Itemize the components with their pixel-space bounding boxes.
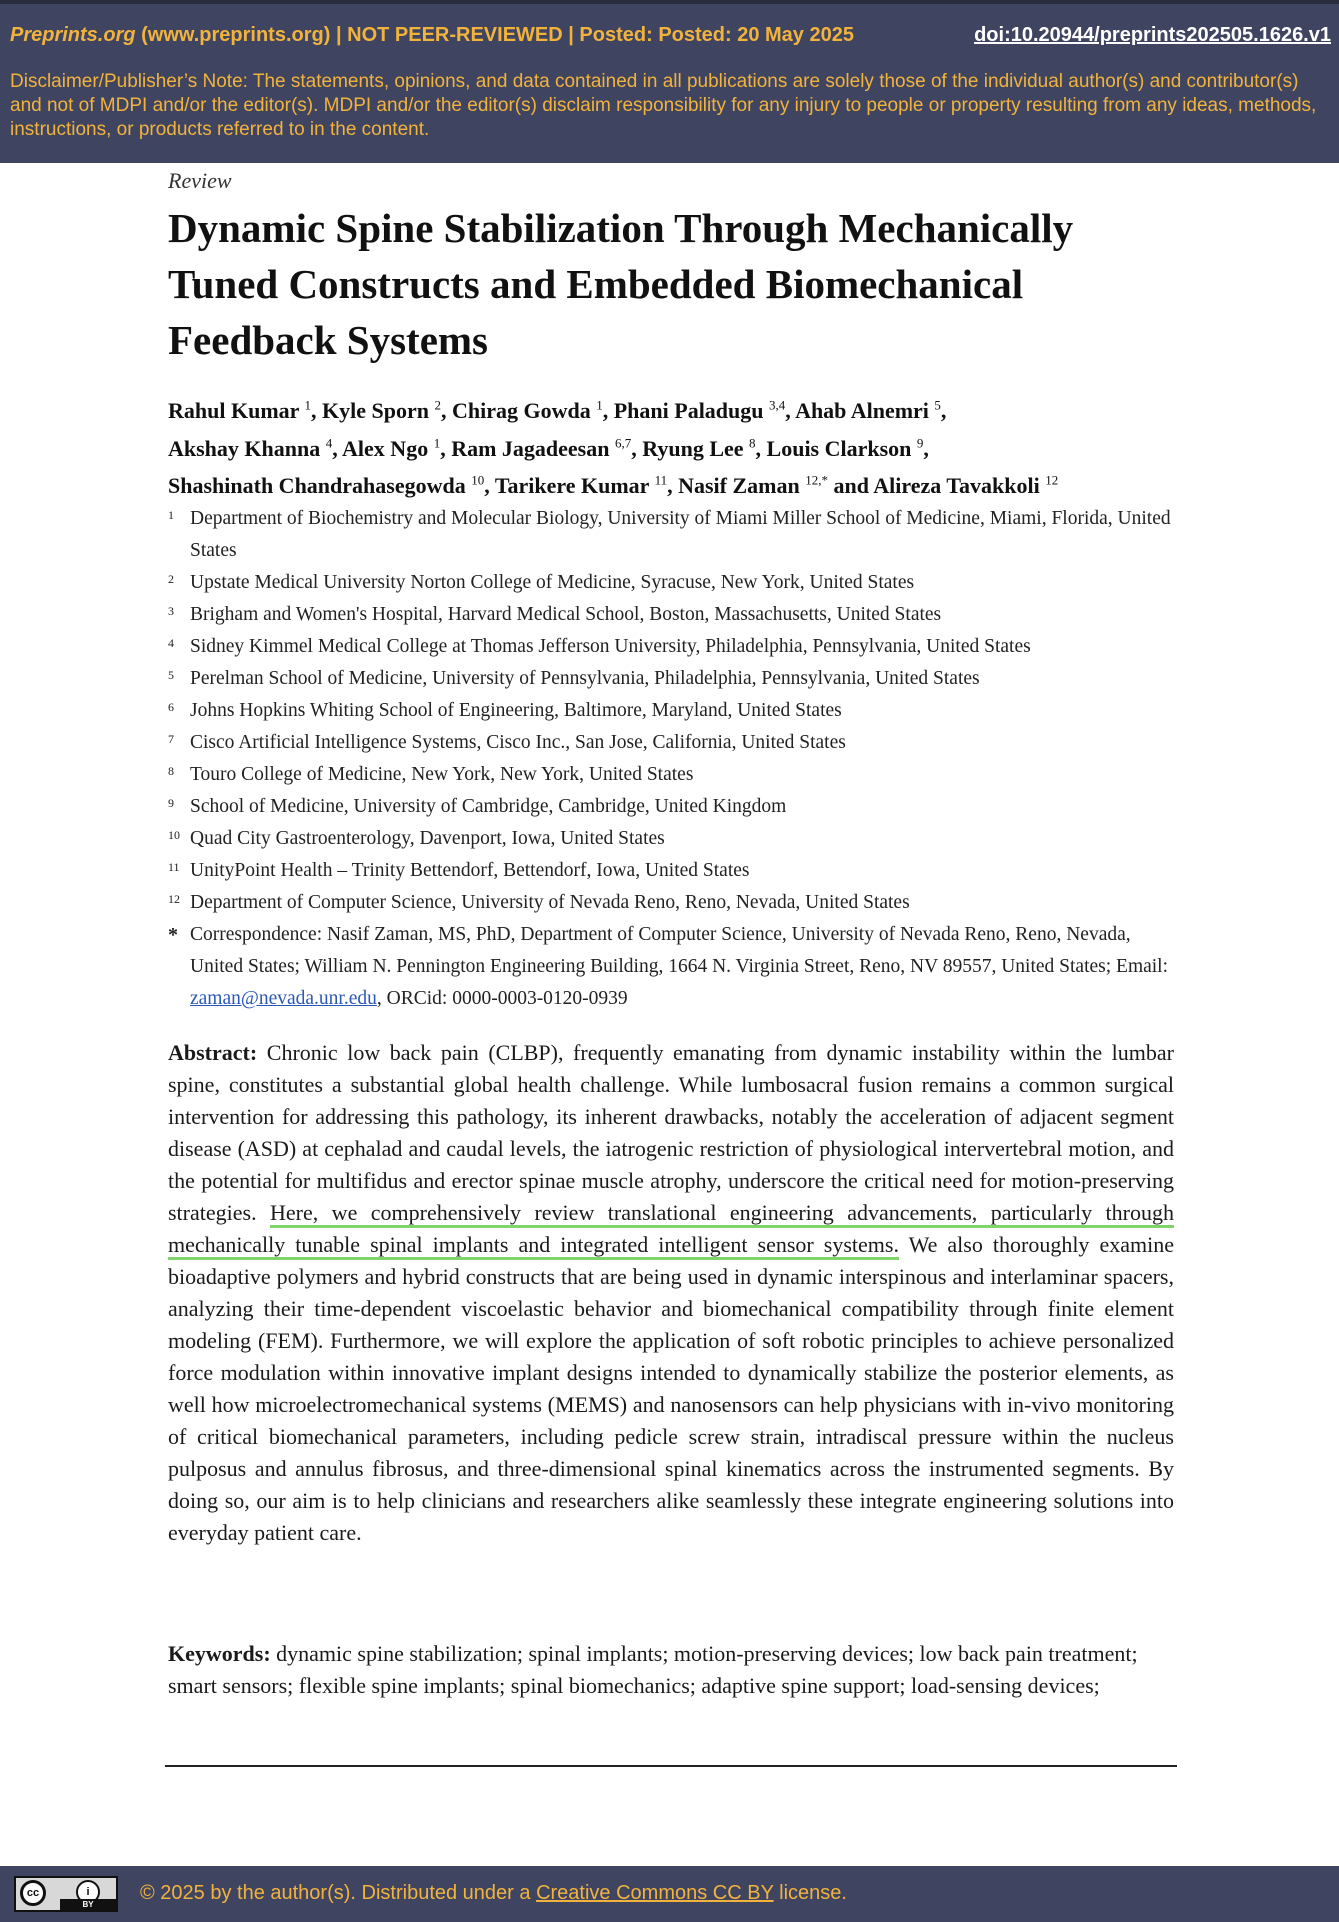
author: Rahul Kumar $^1$, bbox=[168, 398, 323, 424]
article-type: Review bbox=[168, 168, 232, 193]
author: Chirag Gowda $^1$, bbox=[451, 398, 614, 424]
cc-icon: cc bbox=[20, 1880, 46, 1906]
affiliation: 5 Perelman School of Medicine, University of Pennsylvania, Philadelphia, Pennsylvania, United States bbox=[168, 668, 980, 689]
highlighted-text: Here, we comprehensively review translational engineering advancements, particularly through mechanically tunable spinal implants and integrated intelligent sensor systems. bbox=[168, 1200, 1174, 1257]
author: Nasif Zaman $^{12,*}$ and bbox=[678, 472, 874, 498]
banner-topline bbox=[10, 24, 1331, 54]
author: Ryung Lee $^8$, bbox=[642, 435, 767, 461]
article-title: Dynamic Spine Stabilization Through Mechanically Tuned Constructs and Embedded Biomechanical Feedback Systems bbox=[168, 205, 1074, 363]
abstract-text: Chronic low back pain (CLBP), frequently emanating from dynamic instability within the lumbar spine, constitutes a substantial global health challenge. While lumbosacral fusion remains a common surgical intervention for addressing this pathology, its inherent drawbacks, notably the acceleration of adjacent segment disease (ASD) at cephalad and caudal levels, the iatrogenic restriction of physiological intervertebral motion, and the potential for multifidus and erector spinae muscle atrophy, underscore the critical need for motion-preserving strategies. bbox=[168, 1040, 1174, 1225]
license-footer bbox=[0, 1866, 1339, 1922]
affiliation: 9 School of Medicine, University of Cambridge, Cambridge, United Kingdom bbox=[168, 796, 787, 817]
site-url: (www.preprints.org) bbox=[135, 24, 331, 46]
abstract-label: Abstract: bbox=[168, 1040, 258, 1065]
author: Louis Clarkson $^9$, bbox=[766, 435, 929, 461]
author: Kyle Sporn $^2$, bbox=[322, 398, 452, 424]
divider bbox=[165, 1765, 1177, 1767]
license-link[interactable]: Creative Commons CC BY bbox=[536, 1882, 774, 1904]
affiliation: 8 Touro College of Medicine, New York, New York, United States bbox=[168, 764, 694, 785]
abstract bbox=[168, 1037, 1174, 1549]
author: Akshay Khanna $^4$, bbox=[168, 435, 343, 461]
author: Phani Paladugu $^{3,4}$, bbox=[613, 398, 796, 424]
keywords-label: Keywords: bbox=[168, 1641, 271, 1666]
author: Alex Ngo $^1$, bbox=[342, 435, 452, 461]
author: Ahab Alnemri $^5$, bbox=[795, 398, 947, 424]
separator: | bbox=[562, 24, 580, 46]
doi-link[interactable]: doi:10.20944/preprints202505.1626.v1 bbox=[974, 24, 1331, 46]
affiliation: 1 Department of Biochemistry and Molecular Biology, University of Miami Miller School of Medicine, Miami, Florida, United States bbox=[168, 508, 1171, 561]
site-name[interactable]: Preprints.org bbox=[10, 24, 136, 46]
license-text: © 2025 by the author(s). Distributed under a Creative Commons CC BY license. bbox=[140, 1882, 847, 1904]
author: Alireza Tavakkoli $^{12}$ bbox=[873, 472, 1059, 498]
correspondence: * Correspondence: Nasif Zaman, MS, PhD, Department of Computer Science, University of Nevada Reno, Reno, Nevada, United States; William N. Pennington Engineering Building, 1664 N. Virginia Street, Reno, NV 89557, United States; Email: zaman@nevada.unr.edu, ORCid: 0000-0003-0120-0939 bbox=[168, 924, 1169, 1009]
affiliation: 7 Cisco Artificial Intelligence Systems, Cisco Inc., San Jose, California, United States bbox=[168, 732, 846, 753]
abstract-text: We also thoroughly examine bioadaptive polymers and hybrid constructs that are being used in dynamic interspinous and interlaminar spacers, analyzing their time-dependent viscoelastic behavior and biomechanical compatibility through finite element modeling (FEM). Furthermore, we will explore the application of soft robotic principles to achieve personalized force modulation within innovative implant designs intended to dynamically stabilize the posterior elements, as well how microelectromechanical systems (MEMS) and nanosensors can help physicians with in-vivo monitoring of critical biomechanical parameters, including pedicle screw strain, intradiscal pressure within the nucleus pulposus and annulus fibrosus, and three-dimensional spinal kinematics across the instrumented segments. By doing so, our aim is to help clinicians and researchers alike seamlessly these integrate engineering solutions into everyday patient care. bbox=[168, 1232, 1174, 1545]
keywords-text: dynamic spine stabilization; spinal implants; motion-preserving devices; low back pain treatment; smart sensors; flexible spine implants; spinal biomechanics; adaptive spine support; load-sensing devices; bbox=[168, 1641, 1138, 1698]
attribution-icon: i bbox=[76, 1880, 100, 1904]
by-label: BY bbox=[60, 1899, 116, 1910]
affiliation: 10 Quad City Gastroenterology, Davenport, Iowa, United States bbox=[168, 828, 665, 849]
affiliation: 6 Johns Hopkins Whiting School of Engineering, Baltimore, Maryland, United States bbox=[168, 700, 842, 721]
posted-date: Posted: Posted: 20 May 2025 bbox=[579, 24, 854, 46]
affiliation: 2 Upstate Medical University Norton College of Medicine, Syracuse, New York, United States bbox=[168, 572, 915, 593]
review-status: NOT PEER-REVIEWED bbox=[347, 24, 563, 46]
author: Tarikere Kumar $^{11}$, bbox=[494, 472, 679, 498]
cc-by-badge[interactable] bbox=[14, 1876, 118, 1912]
affiliation: 11 UnityPoint Health – Trinity Bettendorf, Bettendorf, Iowa, United States bbox=[168, 860, 750, 881]
separator: | bbox=[330, 24, 348, 46]
keywords bbox=[168, 1638, 1174, 1702]
affiliation: 12 Department of Computer Science, University of Nevada Reno, Reno, Nevada, United States bbox=[168, 892, 910, 913]
author: Ram Jagadeesan $^{6,7}$, bbox=[451, 435, 643, 461]
affiliation: 4 Sidney Kimmel Medical College at Thomas Jefferson University, Philadelphia, Pennsylvania, United States bbox=[168, 636, 1031, 657]
preprint-banner bbox=[0, 0, 1339, 163]
affiliation: 3 Brigham and Women's Hospital, Harvard Medical School, Boston, Massachusetts, United States bbox=[168, 604, 942, 625]
publisher-disclaimer: Disclaimer/Publisher’s Note: The statements, opinions, and data contained in all publications are solely those of the individual author(s) and contributor(s) and not of MDPI and/or the editor(s). MDPI and/or the editor(s) disclaim responsibility for any injury to people or property resulting from any ideas, methods, instructions, or products referred to in the content. bbox=[10, 71, 1317, 140]
author-list bbox=[168, 390, 1174, 502]
affiliation-list bbox=[168, 503, 1174, 1015]
email-link[interactable]: zaman@nevada.unr.edu bbox=[190, 988, 377, 1009]
author: Shashinath Chandrahasegowda $^{10}$, bbox=[168, 472, 495, 498]
